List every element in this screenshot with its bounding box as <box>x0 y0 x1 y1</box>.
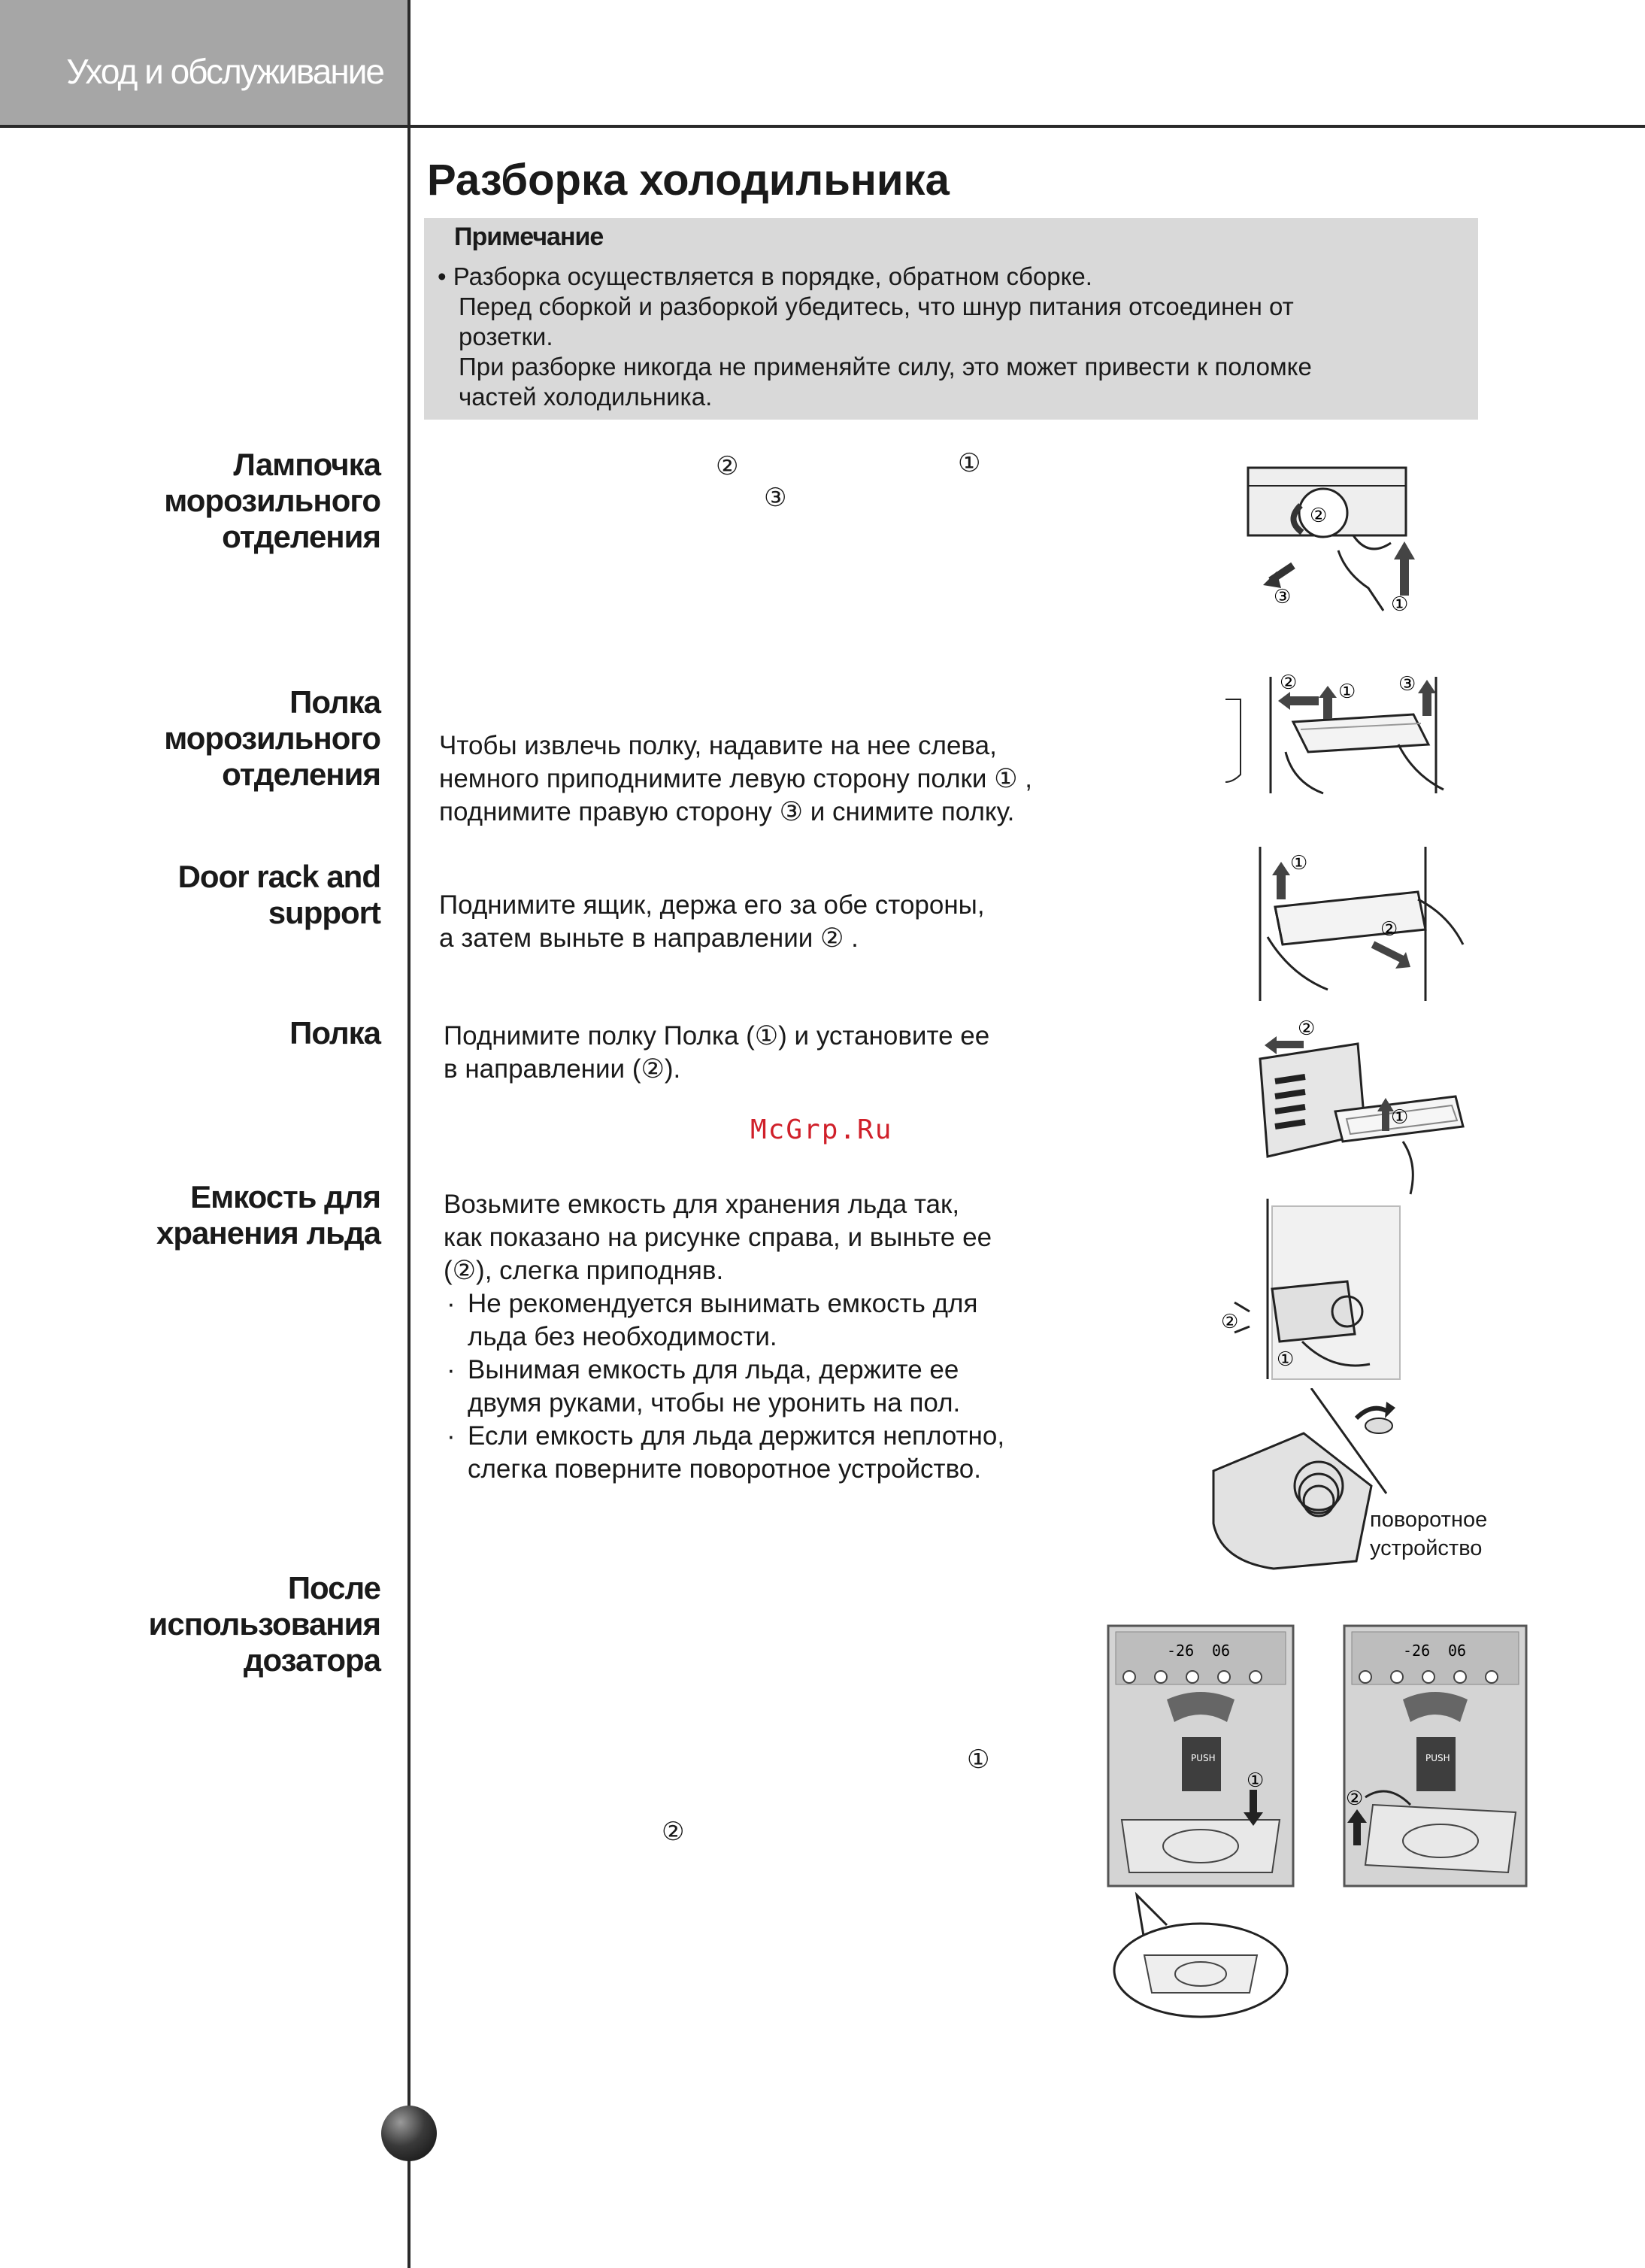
header-rule <box>0 125 1645 128</box>
page-marker-ball <box>381 2106 437 2161</box>
note-text <box>438 262 1312 412</box>
page-title: Разборка холодильника <box>427 156 950 205</box>
note-line: При разборке никогда не применяйте силу, это может привести к поломке <box>459 353 1312 381</box>
figure-door-rack <box>1253 847 1471 1005</box>
figure-freezer-shelf <box>1218 669 1459 797</box>
ice-bin-text: Возьмите емкость для хранения льда так, как показано на рисунке справа, и выньте ее (②), слегка приподняв. · Не рекомендуется вынимать емкость для льда без необходимости. · Вынимая емкость для льда, держите ее двумя руками, чтобы не уронить на пол. · Если емкость для льда держится неплотно, слегка поверните поворотное устройство. <box>444 1188 1004 1486</box>
marker: ② <box>662 1818 685 1846</box>
section-title-ice-bin: Емкость для хранения льда <box>156 1179 380 1251</box>
fig-label: ① <box>1247 1769 1265 1792</box>
temp-display: -26 <box>1167 1642 1195 1660</box>
margin-rule <box>407 0 410 2268</box>
section-title-lamp: Лампочка морозильного отделения <box>164 447 380 554</box>
header-section-title: Уход и обслуживание <box>66 52 383 91</box>
freezer-shelf-text: Чтобы извлечь полку, надавите на нее слева, немного приподнимите левую сторону полки ① , поднимите правую сторону ③ и снимите полку. <box>439 731 1032 826</box>
bullet-item: · Вынимая емкость для льда, держите ее двумя руками, чтобы не уронить на пол. <box>447 1355 961 1418</box>
push-button-label: PUSH <box>1425 1753 1450 1763</box>
section-title-freezer-shelf: Полка морозильного отделения <box>164 684 380 792</box>
fig-label: ① <box>1290 852 1308 875</box>
fig-label: ① <box>1277 1348 1295 1371</box>
marker: ① <box>967 1745 990 1774</box>
marker: ③ <box>764 484 787 512</box>
figure-dispenser-left <box>1107 1624 1295 1889</box>
figure-ice-bin <box>1219 1199 1415 1387</box>
figure-shelf <box>1245 1014 1471 1202</box>
section-title-door-rack: Door rack and support <box>177 859 380 930</box>
fig-label: ② <box>1380 918 1398 941</box>
note-line: частей холодильника. <box>459 383 713 411</box>
note-line: розетки. <box>459 323 553 350</box>
door-rack-text: Поднимите ящик, держа его за обе стороны, а затем выньте в направлении ② . <box>439 890 985 953</box>
section-title-dispenser: После использования дозатора <box>148 1570 380 1678</box>
fig-label: ② <box>1221 1311 1239 1333</box>
temp-display: 06 <box>1448 1642 1467 1660</box>
fig-label: ② <box>1298 1017 1316 1040</box>
fig-label: ① <box>1391 1106 1409 1129</box>
temp-display: -26 <box>1403 1642 1431 1660</box>
bullet-item: · Не рекомендуется вынимать емкость для льда без необходимости. <box>447 1289 978 1351</box>
section-title-shelf: Полка <box>289 1015 380 1051</box>
temp-display: 06 <box>1212 1642 1231 1660</box>
note-box <box>424 218 1478 420</box>
fig-label: ② <box>1280 672 1298 694</box>
push-button-label: PUSH <box>1191 1753 1216 1763</box>
header-section-box <box>0 0 407 125</box>
fig-label: ① <box>1338 681 1356 703</box>
fig-label: ③ <box>1274 586 1292 608</box>
fig-label: ② <box>1346 1787 1364 1810</box>
figure-dispenser-right <box>1343 1624 1528 1889</box>
marker: ② <box>716 452 739 481</box>
shelf-text: Поднимите полку Полка (①) и установите ее в направлении (②). <box>444 1021 990 1084</box>
fig-label: ① <box>1391 593 1409 616</box>
figure-dispenser-zoom <box>1107 1887 1295 2023</box>
marker: ① <box>958 449 981 478</box>
fig-label: ③ <box>1398 673 1416 696</box>
bullet-item: · Если емкость для льда держится неплотно, слегка поверните поворотное устройство. <box>447 1421 1005 1484</box>
figure-lamp <box>1241 460 1421 618</box>
note-line: Перед сборкой и разборкой убедитесь, что шнур питания отсоединен от <box>459 293 1294 320</box>
note-line: • Разборка осуществляется в порядке, обратном сборке. <box>438 262 1092 290</box>
rotator-label: поворотное устройство <box>1370 1508 1488 1560</box>
note-heading: Примечание <box>454 223 604 251</box>
watermark: McGrp.Ru <box>750 1114 893 1145</box>
fig-label: ② <box>1310 505 1328 527</box>
